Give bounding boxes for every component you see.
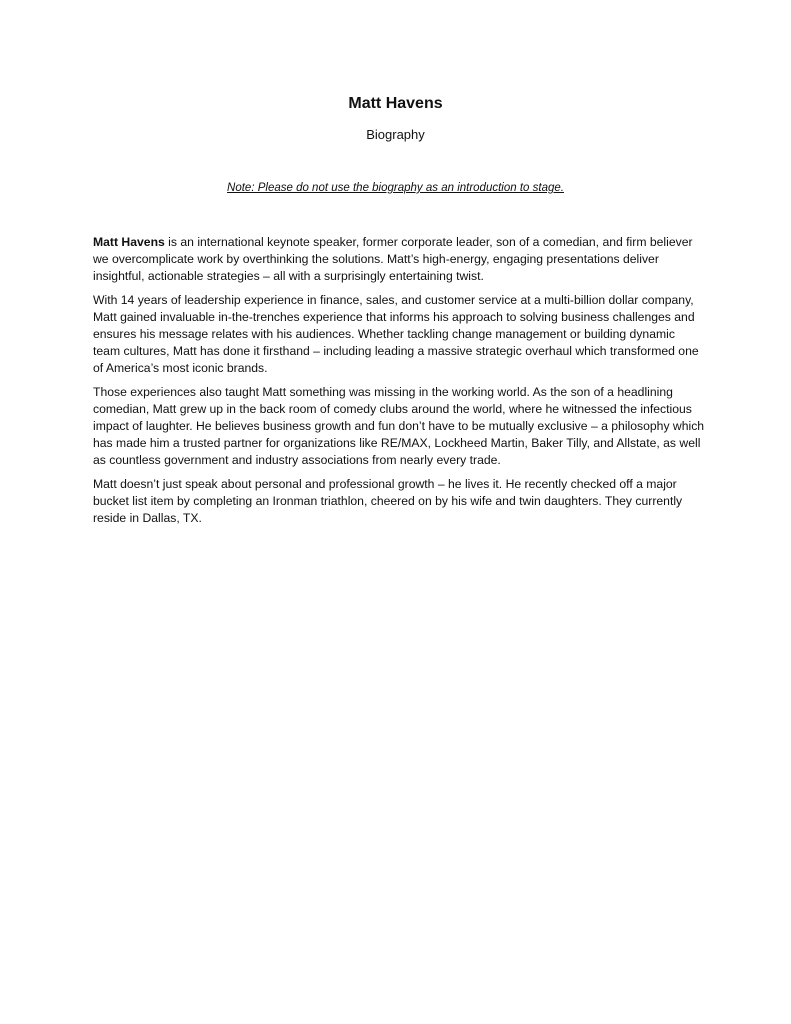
- paragraph-1-text: is an international keynote speaker, former corporate leader, son of a comedian, and firm believer we overcomplicate work by overthinking the solutions. Matt’s high-energy, engaging presentations deliver insightful, actionable strategies – all with a surprisingly entertaining twist.: [93, 235, 693, 283]
- biography-paragraph-2: With 14 years of leadership experience in finance, sales, and customer service at a multi-billion dollar company, Matt gained invaluable in-the-trenches experience that informs his approach to solving business challenges and ensures his message relates with his audiences. Whether tackling change management or building dynamic team cultures, Matt has done it firsthand – including leading a massive strategic overhaul which transformed one of America’s most iconic brands.: [93, 293, 699, 375]
- biography-paragraph-1: [93, 234, 705, 284]
- usage-note: Note: Please do not use the biography as an introduction to stage.: [227, 182, 564, 194]
- document-title: Matt Havens: [348, 95, 443, 112]
- biography-paragraph-3: Those experiences also taught Matt something was missing in the working world. As the son of a headlining comedian, Matt grew up in the back room of comedy clubs around the world, where he witnessed the infectious impact of laughter. He believes business growth and fun don’t have to be mutually exclusive – a philosophy which has made him a trusted partner for organizations like RE/MAX, Lockheed Martin, Baker Tilly, and Allstate, as well as countless government and industry associations from nearly every trade.: [93, 385, 705, 467]
- speaker-name-bold: Matt Havens: [93, 235, 165, 249]
- biography-paragraph-4: Matt doesn’t just speak about personal and professional growth – he lives it. He recently checked off a major bucket list item by completing an Ironman triathlon, cheered on by his wife and twin daughters. They currently reside in Dallas, TX.: [93, 477, 683, 525]
- biography-body: [93, 234, 705, 535]
- document-subtitle: Biography: [366, 127, 425, 142]
